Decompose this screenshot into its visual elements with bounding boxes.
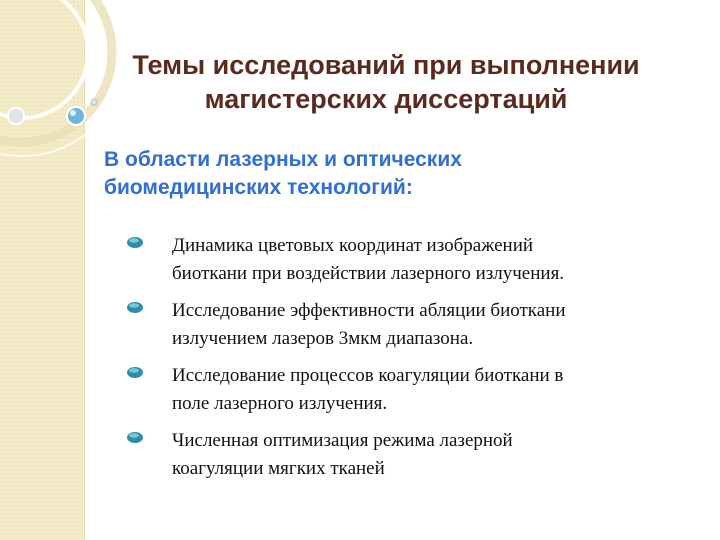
- list-item-line-1: Исследование процессов коагуляции биоткани в: [172, 365, 564, 386]
- slide-title: [80, 48, 692, 116]
- title-line-1: Темы исследований при выполнении: [132, 50, 640, 80]
- list-item-line-2: коагуляции мягких тканей: [172, 458, 385, 479]
- slide-subtitle: [104, 146, 624, 202]
- list-item-line-1: Динамика цветовых координат изображений: [172, 235, 534, 256]
- list-item-line-2: излучением лазеров 3мкм диапазона.: [172, 328, 474, 349]
- teal-lens-bullet-icon: [126, 236, 144, 249]
- teal-lens-bullet-icon: [126, 431, 144, 444]
- list-item: [124, 232, 704, 288]
- title-line-2: магистерских диссертаций: [204, 84, 568, 114]
- list-item: [124, 362, 704, 418]
- teal-lens-bullet-icon: [126, 366, 144, 379]
- list-item-line-2: биоткани при воздействии лазерного излучения.: [172, 263, 565, 284]
- list-item: [124, 427, 704, 483]
- topic-list: [124, 232, 704, 492]
- subtitle-line-2: биомедицинских технологий:: [104, 176, 413, 199]
- list-item-line-2: поле лазерного излучения.: [172, 393, 388, 414]
- teal-lens-bullet-icon: [126, 301, 144, 314]
- list-item-line-1: Численная оптимизация режима лазерной: [172, 430, 513, 451]
- list-item: [124, 297, 704, 353]
- left-decorative-band: [0, 0, 84, 540]
- list-item-line-1: Исследование эффективности абляции биоткани: [172, 300, 566, 321]
- subtitle-line-1: В области лазерных и оптических: [104, 148, 462, 171]
